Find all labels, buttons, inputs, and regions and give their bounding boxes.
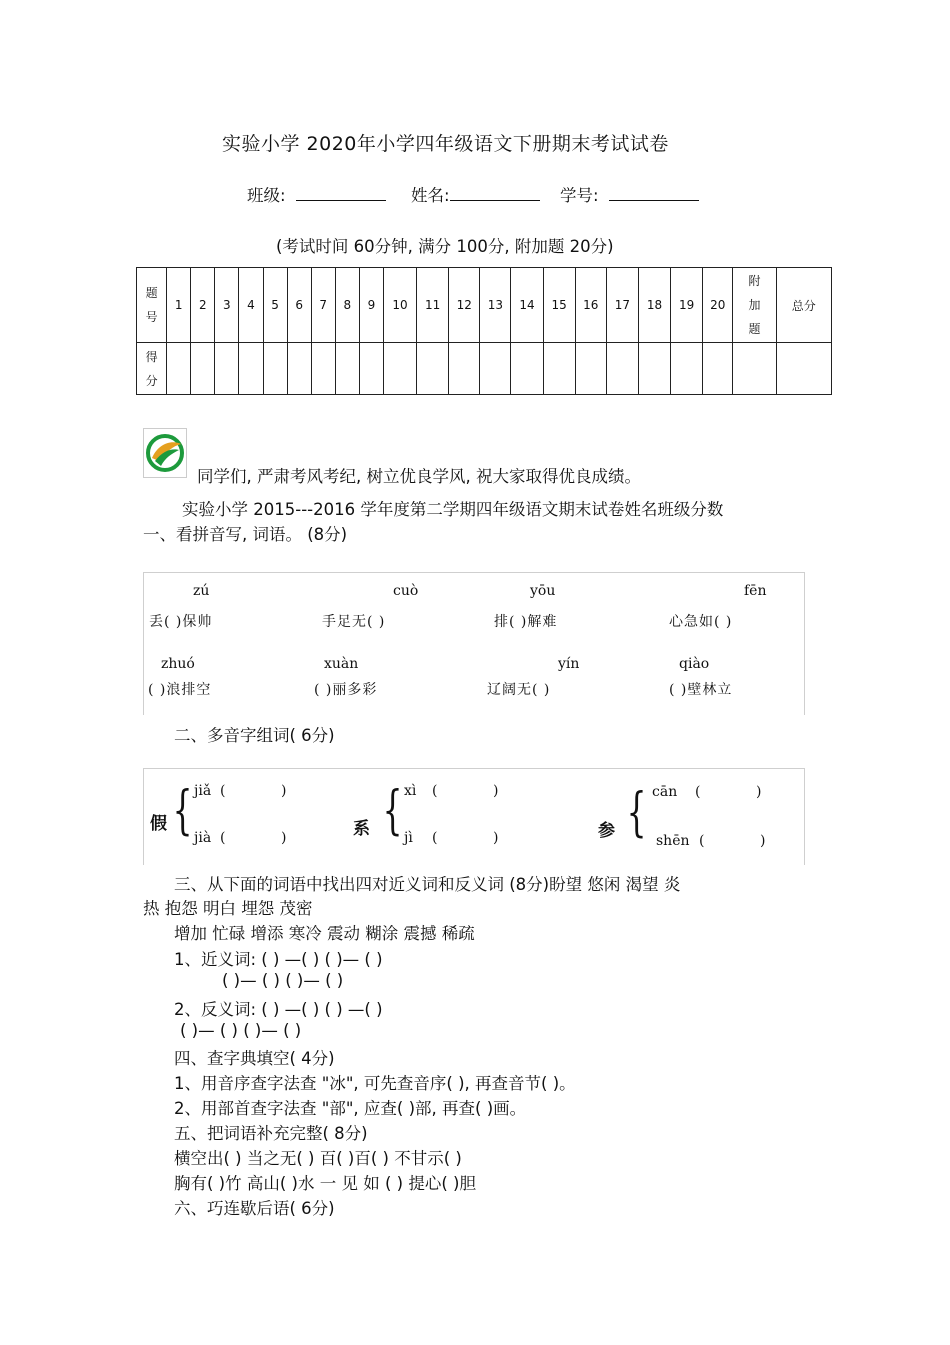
score-cell[interactable] <box>638 343 670 395</box>
idiom-completion[interactable]: 横空出( ) 当之无( ) 百( )百( ) 不甘示( ) <box>174 1149 462 1168</box>
idiom-blank[interactable]: 手足无( ) <box>322 614 386 630</box>
question-number: 9 <box>359 268 383 343</box>
question-number: 1 <box>167 268 191 343</box>
score-cell[interactable] <box>287 343 311 395</box>
word-blank[interactable]: ( ) <box>695 784 763 800</box>
score-cell[interactable] <box>239 343 263 395</box>
name-blank[interactable] <box>450 184 540 201</box>
question-number: 7 <box>311 268 335 343</box>
score-cell[interactable] <box>776 343 831 395</box>
question-number: 4 <box>239 268 263 343</box>
pinyin: jì <box>404 830 413 846</box>
polyphone-exercise-box <box>143 768 805 865</box>
idiom-blank[interactable]: 辽阔无( ) <box>487 682 551 698</box>
word-blank[interactable]: ( ) <box>432 783 500 799</box>
question-number: 18 <box>638 268 670 343</box>
question-number: 8 <box>335 268 359 343</box>
section3-words: 热 抱怨 明白 埋怨 茂密 <box>143 899 313 918</box>
antonym-blanks[interactable]: 2、反义词: ( ) —( ) ( ) —( ) <box>174 1000 383 1019</box>
score-table <box>136 267 832 395</box>
id-blank[interactable] <box>609 184 699 201</box>
pinyin: yōu <box>530 583 556 599</box>
score-cell[interactable] <box>480 343 511 395</box>
pinyin: cuò <box>393 583 419 599</box>
question-number: 5 <box>263 268 287 343</box>
pinyin: zú <box>193 583 210 599</box>
extra-question-label: 附加题 <box>733 268 776 343</box>
idiom-blank[interactable]: ( )壁林立 <box>669 682 733 698</box>
pinyin: xì <box>404 783 417 799</box>
question-number: 2 <box>191 268 215 343</box>
question-number: 16 <box>575 268 606 343</box>
score-cell[interactable] <box>511 343 543 395</box>
table-row <box>137 343 832 395</box>
idiom-blank[interactable]: ( )丽多彩 <box>314 682 378 698</box>
word-blank[interactable]: ( ) <box>220 783 288 799</box>
score-cell[interactable] <box>417 343 449 395</box>
pinyin: cān <box>652 784 678 800</box>
notice-text: 同学们, 严肃考风考纪, 树立优良学风, 祝大家取得优良成绩。 <box>197 467 641 486</box>
question-number: 17 <box>606 268 638 343</box>
question-number: 10 <box>383 268 416 343</box>
question-number: 3 <box>215 268 239 343</box>
brace-icon: { <box>626 783 647 843</box>
score-cell[interactable] <box>733 343 776 395</box>
score-cell[interactable] <box>606 343 638 395</box>
dictionary-question[interactable]: 1、用音序查字法查 "冰", 可先查音序( ), 再查音节( )。 <box>174 1074 576 1093</box>
section3-words: 增加 忙碌 增添 寒冷 震动 糊涂 震撼 稀疏 <box>174 924 475 943</box>
pinyin: yín <box>558 656 580 672</box>
pinyin: jiǎ <box>194 783 212 799</box>
score-cell[interactable] <box>311 343 335 395</box>
brace-icon: { <box>382 781 403 841</box>
score-cell[interactable] <box>671 343 703 395</box>
question-number: 6 <box>287 268 311 343</box>
synonym-blanks[interactable]: ( )— ( ) ( )— ( ) <box>222 971 344 990</box>
dictionary-question[interactable]: 2、用部首查字法查 "部", 应查( )部, 再查( )画。 <box>174 1099 527 1118</box>
word-blank[interactable]: ( ) <box>220 830 288 846</box>
score-cell[interactable] <box>575 343 606 395</box>
idiom-blank[interactable]: ( )浪排空 <box>148 682 212 698</box>
score-cell[interactable] <box>167 343 191 395</box>
polyphone-char: 假 <box>150 814 167 834</box>
id-label: 学号: <box>560 186 599 205</box>
score-cell[interactable] <box>335 343 359 395</box>
score-cell[interactable] <box>191 343 215 395</box>
idiom-blank[interactable]: 排( )解难 <box>494 614 558 630</box>
section6-title: 六、巧连歇后语( 6分) <box>174 1199 335 1218</box>
question-number: 20 <box>703 268 733 343</box>
page-title: 实验小学 2020年小学四年级语文下册期末考试试卷 <box>222 133 669 155</box>
score-cell[interactable] <box>263 343 287 395</box>
class-label: 班级: <box>247 186 286 205</box>
class-blank[interactable] <box>296 184 386 201</box>
score-cell[interactable] <box>543 343 575 395</box>
score-cell[interactable] <box>215 343 239 395</box>
pinyin: xuàn <box>324 656 359 672</box>
polyphone-char: 参 <box>598 821 615 841</box>
row-label-score: 得分 <box>137 343 167 395</box>
pinyin: jià <box>194 830 212 846</box>
antonym-blanks[interactable]: ( )— ( ) ( )— ( ) <box>180 1021 302 1040</box>
question-number: 12 <box>449 268 480 343</box>
table-row <box>137 268 832 343</box>
green-circle-leaf-logo-icon <box>143 428 187 478</box>
idiom-blank[interactable]: 心急如( ) <box>669 614 733 630</box>
pinyin: zhuó <box>161 656 195 672</box>
question-number: 13 <box>480 268 511 343</box>
word-blank[interactable]: ( ) <box>699 833 767 849</box>
question-number: 11 <box>417 268 449 343</box>
idiom-blank[interactable]: 丢( )保帅 <box>149 614 213 630</box>
brace-icon: { <box>172 781 193 841</box>
question-number: 14 <box>511 268 543 343</box>
total-label: 总分 <box>776 268 831 343</box>
score-cell[interactable] <box>449 343 480 395</box>
score-cell[interactable] <box>703 343 733 395</box>
section2-title: 二、多音字组词( 6分) <box>174 726 335 745</box>
question-number: 19 <box>671 268 703 343</box>
pinyin: fēn <box>744 583 767 599</box>
id-field <box>560 182 699 206</box>
score-cell[interactable] <box>359 343 383 395</box>
name-label: 姓名: <box>411 186 450 205</box>
row-label-number: 题号 <box>137 268 167 343</box>
synonym-blanks[interactable]: 1、近义词: ( ) —( ) ( )— ( ) <box>174 950 383 969</box>
name-field <box>411 182 540 206</box>
pinyin-exercise-box <box>143 572 805 715</box>
section4-title: 四、查字典填空( 4分) <box>174 1049 335 1068</box>
question-number: 15 <box>543 268 575 343</box>
pinyin: shēn <box>656 833 690 849</box>
exam-subtitle: 实验小学 2015---2016 学年度第二学期四年级语文期末试卷姓名班级分数 <box>182 500 724 519</box>
class-field <box>247 182 386 206</box>
section1-title: 一、看拼音写, 词语。 (8分) <box>143 525 348 544</box>
polyphone-char: 系 <box>353 819 370 839</box>
pinyin: qiào <box>679 656 710 672</box>
section5-title: 五、把词语补充完整( 8分) <box>174 1124 368 1143</box>
exam-info: (考试时间 60分钟, 满分 100分, 附加题 20分) <box>276 237 614 256</box>
idiom-completion[interactable]: 胸有( )竹 高山( )水 一 见 如 ( ) 提心( )胆 <box>174 1174 476 1193</box>
word-blank[interactable]: ( ) <box>432 830 500 846</box>
section3-title: 三、从下面的词语中找出四对近义词和反义词 (8分)盼望 悠闲 渴望 炎 <box>174 875 681 894</box>
score-cell[interactable] <box>383 343 416 395</box>
